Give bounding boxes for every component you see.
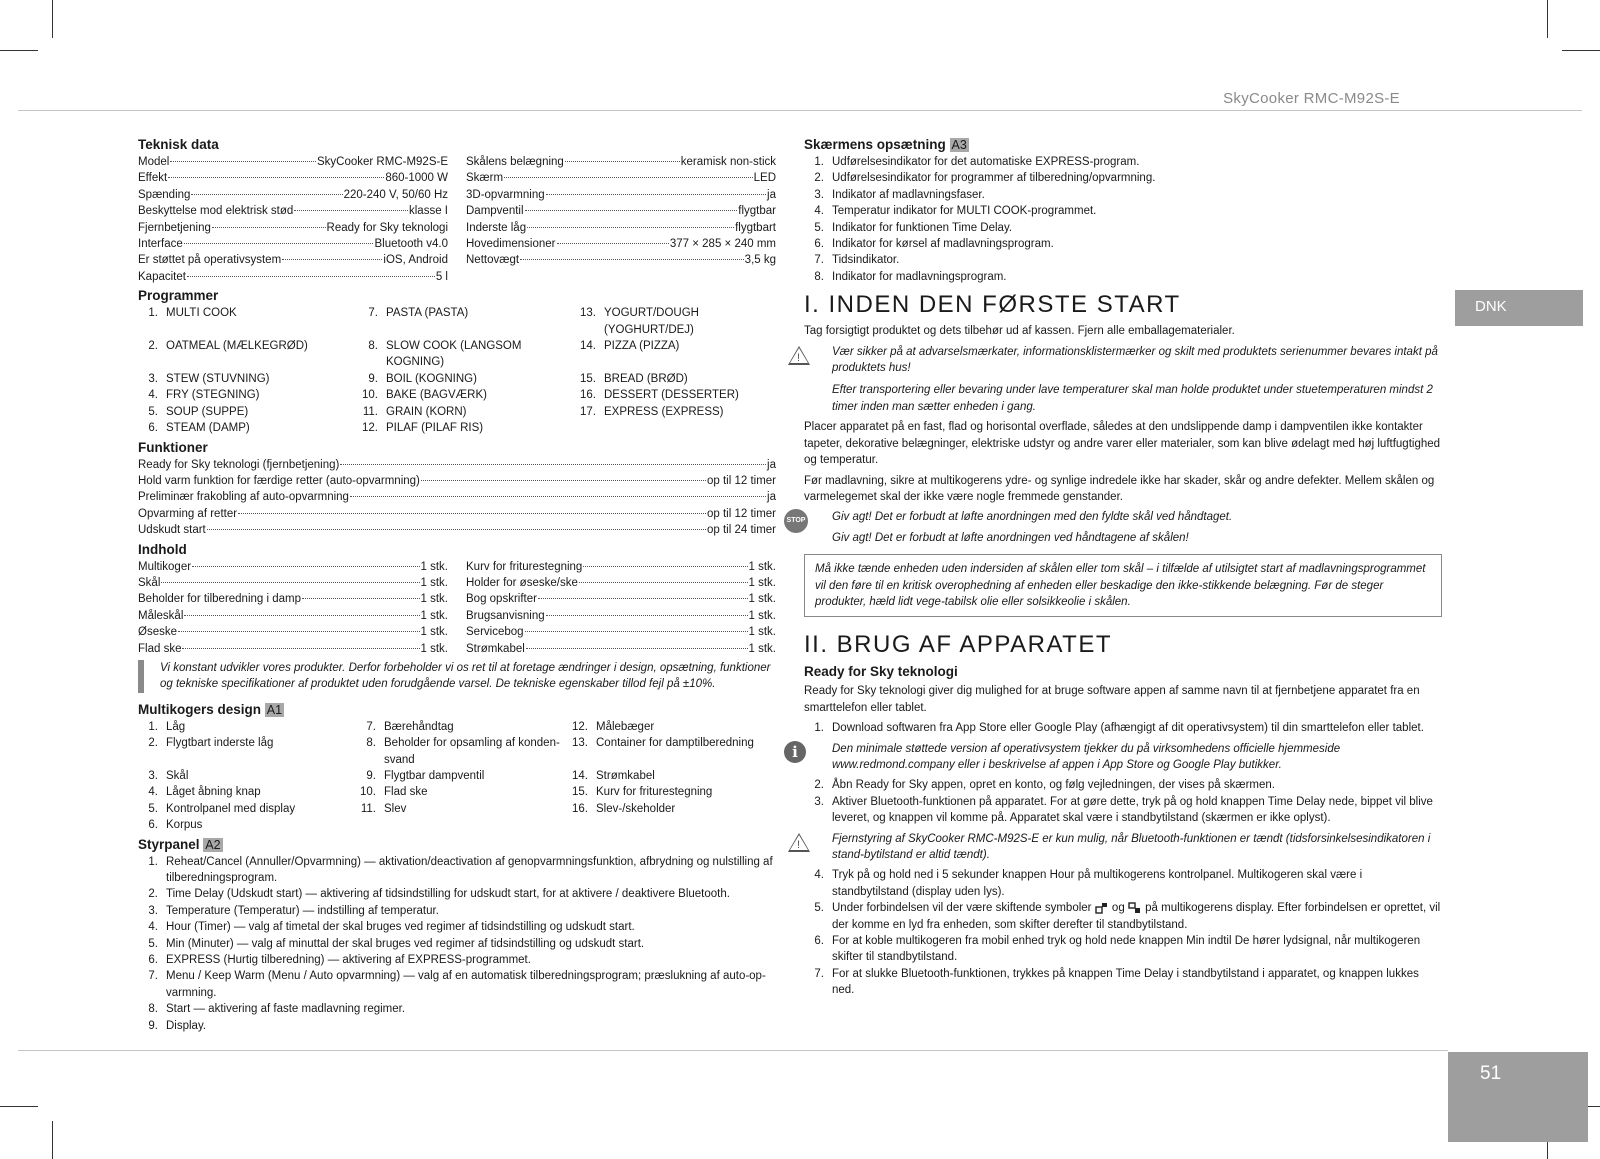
list-item: 1. Download softwaren fra App Store eller Google Play (afhængigt af dit operativsystem) til din smarttelefon eller tablet. (814, 722, 1424, 735)
disclaimer-note: Vi konstant udvikler vores produkter. Derfor forbeholder vi os ret til at foretage ændringer i design, opsætning, funktioner og tekniske specifikationer af produktet uden forudgående varsel. De tekniske egenskaber tillod fejl på ±10%. (138, 660, 776, 693)
spec-row: Holder for øseske/ske 1 stk. (466, 576, 776, 589)
spec-row: Effekt 860-1000 W (138, 172, 448, 185)
figure-tag: A1 (266, 702, 283, 717)
section-title: Teknisk data (138, 137, 219, 152)
spec-row: Kapacitet 5 l (138, 270, 448, 283)
section-title: Styrpanel A2 (138, 836, 221, 852)
spec-row: Øseske 1 stk. (138, 626, 448, 639)
list-item: 11. GRAIN (KORN) (362, 405, 467, 418)
warning-icon: ! (788, 346, 810, 365)
list-item: 4. Låget åbning knap (148, 786, 261, 799)
list-item: 7. For at slukke Bluetooth-funktionen, trykkes på knappen Time Delay i standbytilstand i apparatet, og knappen lukkes ned. (814, 967, 1419, 997)
spec-row: Opvarming af retter op til 12 timer (138, 507, 776, 520)
spec-row: Skærm LED (466, 172, 776, 185)
spec-row: Udskudt start op til 24 timer (138, 524, 776, 537)
spec-row: Strømkabel 1 stk. (466, 642, 776, 655)
crop-mark (52, 0, 53, 38)
section-title: Skærmens opsætning A3 (804, 137, 967, 152)
list-item: 16. DESSERT (DESSERTER) (580, 389, 739, 402)
list-item: 14. Strømkabel (572, 770, 655, 782)
spec-row: Skål 1 stk. (138, 576, 448, 589)
list-item: 5. Min (Minuter) — valg af minuttal der skal bruges ved regimer af tidsindstilling og udskudt start. (148, 937, 645, 950)
spec-row: Spænding 220-240 V, 50/60 Hz (138, 188, 448, 201)
warning-note: ! Vær sikker på at advarselsmærkater, informationsklistermærker og skilt med produktets serienummer bevares intakt på produktets hus! Efter transportering eller bevaring under lave temperaturer skal man holde produktet under stuetemperaturen mindst 2 timer inden man sætter enheden i gang. (804, 344, 1442, 416)
contents-list (138, 559, 776, 657)
list-item: 5. Kontrolpanel med display (148, 802, 296, 815)
spec-row: Hold varm funktion for færdige retter (auto-opvarmning) op til 12 timer (138, 474, 776, 487)
list-item (356, 817, 568, 833)
list-item: 2. OATMEAL (MÆLKEGRØD) (148, 340, 308, 353)
list-item: 10. Flad ske (360, 786, 428, 799)
list-item: 3. Skål (148, 770, 189, 782)
list-item: 13. YOGURT/DOUGH (YOGHURT/DEJ) (580, 307, 699, 336)
connection-symbol-1-icon (1095, 902, 1109, 914)
list-item: 4. Hour (Timer) — valg af timetal der skal bruges ved regimer af tidsindstilling og udskudt start. (148, 921, 635, 934)
list-item: 3. Temperature (Temperatur) — indstilling af temperatur. (148, 904, 439, 917)
list-item: 3. STEW (STUVNING) (148, 372, 270, 385)
list-item: 9. Display. (148, 1019, 207, 1032)
left-column (138, 136, 776, 1034)
paragraph: Ready for Sky teknologi giver dig mulighed for at bruge software appen af samme navn til at fjernbetjene apparatet fra en smarttelefon eller tablet. (804, 685, 1420, 714)
list-item: 1. Låg (148, 720, 186, 733)
spec-row: Kurv for friturestegning 1 stk. (466, 560, 776, 573)
section-title: Funktioner (138, 439, 208, 455)
stop-icon: STOP (784, 509, 808, 533)
list-item: 6. EXPRESS (Hurtig tilberedning) — aktivering af EXPRESS-programmet. (148, 954, 531, 967)
list-item: 7. Bærehåndtag (366, 720, 454, 733)
list-item: 7. Tidsindikator. (814, 254, 900, 267)
list-item: 8. Indikator for madlavningsprogram. (814, 270, 1007, 283)
list-item: 16. Slev-/skeholder (572, 802, 676, 815)
boxed-warning: Må ikke tænde enheden uden indersiden af skålen eller tom skål – i tilfælde af utilsigtet start af madlavningsprogrammet vil den føre til en kritisk overophedning af enheden eller beskadige den ikke-stikkende belægning. Før de steger produkter, hæld lidt vege-tabilsk olie eller solsikkeolie i skålen. (804, 554, 1442, 617)
spec-row: Beskyttelse mod elektrisk stød klasse I (138, 205, 448, 218)
crop-mark (1562, 50, 1600, 51)
list-item: 6. Korpus (148, 819, 203, 832)
section-title: Ready for Sky teknologi (804, 664, 958, 680)
list-item: 1. Reheat/Cancel (Annuller/Opvarmning) — aktivation/deactivation af genopvarmningsfunktion, afbrydning og nulstilling af tilberedningsprogram. (148, 855, 773, 885)
header-model: SkyCooker RMC-M92S-E (1223, 90, 1400, 107)
right-column (786, 136, 1442, 999)
paragraph: Placer apparatet på en fast, flad og horisontal overflade, således at den undslippende damp i dampventilen ikke kontakter tapeter, dekorative belægninger, elektriske udstyr og andre varer eller materialer, som kan blive ødelagt med høj luftfugtighed og temperatur. (804, 421, 1441, 467)
design-list (138, 719, 776, 834)
list-item: 3. Aktiver Bluetooth-funktionen på apparatet. For at gøre dette, tryk på og hold knappen Time Delay nede, bippet vil blive leveret, og knappen vil komme på. Apparatet skal være i standbytilstand (skærmen er ikke oplyst). (814, 795, 1433, 825)
list-item: 10. BAKE (BAGVÆRK) (362, 389, 487, 402)
list-item: 7. Menu / Keep Warm (Menu / Auto opvarmning) — valg af en automatisk tilberedningsprogram; præslukning af auto-op-varmning. (148, 970, 766, 999)
spec-row: Interface Bluetooth v4.0 (138, 238, 448, 251)
spec-row: Hovedimensioner 377 × 285 × 240 mm (466, 238, 776, 251)
tech-specs (138, 154, 776, 285)
spec-row: Multikoger 1 stk. (138, 560, 448, 573)
figure-tag: A3 (951, 138, 967, 152)
spec-row: 3D-opvarmning ja (466, 188, 776, 201)
list-item: 2. Udførelsesindikator for programmer af tilberedning/opvarmning. (814, 172, 1156, 185)
chapter-title: II. BRUG AF APPARATET (804, 631, 1113, 659)
list-item: 5. Under forbindelsen vil der være skiftende symboler og på multikogerens display. Efter forbindelsen er oprettet, vil der komme en lyd fra enheden, som skifter derefter til standbytilstand. (814, 902, 1441, 931)
list-item: 15. Kurv for friturestegning (572, 786, 713, 799)
info-icon: i (784, 741, 806, 763)
spec-row: Preliminær frakobling af auto-opvarmning ja (138, 491, 776, 504)
spec-row: Brugsanvisning 1 stk. (466, 609, 776, 622)
paragraph: Før madlavning, sikre at multikogerens ydre- og synlige indredele ikke har skader, skår og andre defekter. Mellem skålen og varmelegemet skal der ikke være nogle fremmede genstander. (804, 474, 1435, 503)
spec-row: Inderste låg flygtbart (466, 221, 776, 234)
list-item: 6. For at koble multikogeren fra mobil enhed tryk og hold nede knappen Min indtil De hører lydsignal, når multikogeren skifter til standbytilstand. (814, 935, 1421, 964)
list-item: 15. BREAD (BRØD) (580, 372, 688, 385)
spec-row: Servicebog 1 stk. (466, 626, 776, 639)
spec-row: Flad ske 1 stk. (138, 642, 448, 655)
list-item: 2. Time Delay (Udskudt start) — aktivering af tidsindstilling for udskudt start, for at aktivere / deaktivere Bluetooth. (148, 888, 730, 901)
spec-row: Måleskål 1 stk. (138, 609, 448, 622)
list-item: 6. STEAM (DAMP) (148, 422, 250, 435)
spec-row: Skålens belægning keramisk non-stick (466, 156, 776, 168)
section-title: Indhold (138, 541, 187, 557)
spec-row: Beholder for tilberedning i damp 1 stk. (138, 593, 448, 606)
stop-note: STOP Giv agt! Det er forbudt at løfte anordningen med den fyldte skål ved håndtaget. Giv agt! Det er forbudt at løfte anordningen ved håndtagene af skålen! (804, 509, 1442, 546)
list-item: 6. Indikator for kørsel af madlavningsprogram. (814, 238, 1054, 251)
section-title: Programmer (138, 288, 219, 304)
spec-row: Dampventil flygtbar (466, 205, 776, 218)
list-item: 1. MULTI COOK (148, 307, 237, 320)
list-item: 2. Flygtbart inderste låg (148, 737, 274, 750)
list-item: 5. SOUP (SUPPE) (148, 405, 249, 418)
list-item: 4. Temperatur indikator for MULTI COOK-programmet. (814, 205, 1097, 218)
spec-row: Nettovægt 3,5 kg (466, 254, 776, 267)
connection-symbol-2-icon (1128, 902, 1142, 914)
list-item (576, 420, 776, 436)
function-list (138, 457, 776, 539)
spec-row: Model SkyCooker RMC-M92S-E (138, 156, 448, 168)
page-number: 51 (1448, 1052, 1588, 1142)
section-title: Multikogers design A1 (138, 701, 283, 717)
list-item: 17. EXPRESS (EXPRESS) (580, 405, 724, 418)
spec-row: Bog opskrifter 1 stk. (466, 593, 776, 606)
crop-mark (0, 1106, 38, 1107)
header-rule (18, 110, 1582, 111)
spec-row: Fjernbetjening Ready for Sky teknologi (138, 221, 448, 234)
footer-rule (18, 1050, 1448, 1051)
chapter-title: I. INDEN DEN FØRSTE START (804, 291, 1181, 319)
language-tab: DNK (1455, 290, 1583, 326)
info-note: i Den minimale støttede version af operativsystem tjekker du på virksomhedens officielle hjemmeside www.redmond.company eller i beskrivelse af appen i App Store og Google Play butikker. (804, 741, 1442, 774)
spec-row: Ready for Sky teknologi (fjernbetjening) ja (138, 458, 776, 471)
list-item: 4. FRY (STEGNING) (148, 389, 260, 402)
control-panel-list (138, 854, 776, 1034)
list-item: 4. Tryk på og hold ned i 5 sekunder knappen Hour på multikogerens kontrolpanel. Multikogeren skal være i standbytilstand (display uden lys). (814, 869, 1363, 898)
spec-row: Er støttet på operativsystem iOS, Android (138, 254, 448, 267)
screen-list (804, 154, 1442, 285)
list-item: 1. Udførelsesindikator for det automatiske EXPRESS-program. (814, 156, 1140, 168)
list-item: 5. Indikator for funktionen Time Delay. (814, 221, 1013, 234)
list-item: 11. Slev (360, 802, 407, 815)
crop-mark (52, 1121, 53, 1159)
list-item: 12. PILAF (PILAF RIS) (362, 422, 484, 435)
crop-mark (0, 50, 38, 51)
list-item: 3. Indikator af madlavningsfaser. (814, 188, 985, 201)
paragraph: Tag forsigtigt produktet og dets tilbehør ud af kassen. Fjern alle emballagematerialer. (804, 325, 1235, 338)
list-item: 13. Container for damptilberedning (572, 737, 754, 750)
warning-icon: ! (788, 833, 810, 852)
list-item: 9. BOIL (KOGNING) (368, 372, 477, 385)
list-item: 8. Beholder for opsamling af konden-svand (366, 737, 560, 766)
list-item: 2. Åbn Ready for Sky appen, opret en konto, og følg vejledningen, der vises på skærmen. (814, 779, 1276, 792)
list-item: 12. Målebæger (572, 720, 655, 733)
warning-note: ! Fjernstyring af SkyCooker RMC-M92S-E er kun mulig, når Bluetooth-funktionen er tændt (tidsforsinkelsesindikatoren i stand-bytilstand er altid tændt). (804, 831, 1442, 864)
figure-tag: A2 (205, 837, 221, 852)
list-item: 9. Flygtbar dampventil (366, 770, 485, 782)
crop-mark (1547, 0, 1548, 38)
list-item: 8. SLOW COOK (LANGSOM KOGNING) (368, 340, 522, 369)
list-item: 14. PIZZA (PIZZA) (580, 340, 680, 353)
list-item (568, 817, 776, 833)
list-item: 7. PASTA (PASTA) (368, 307, 469, 320)
program-list (138, 305, 776, 436)
list-item: 8. Start — aktivering af faste madlavning regimer. (148, 1003, 406, 1016)
